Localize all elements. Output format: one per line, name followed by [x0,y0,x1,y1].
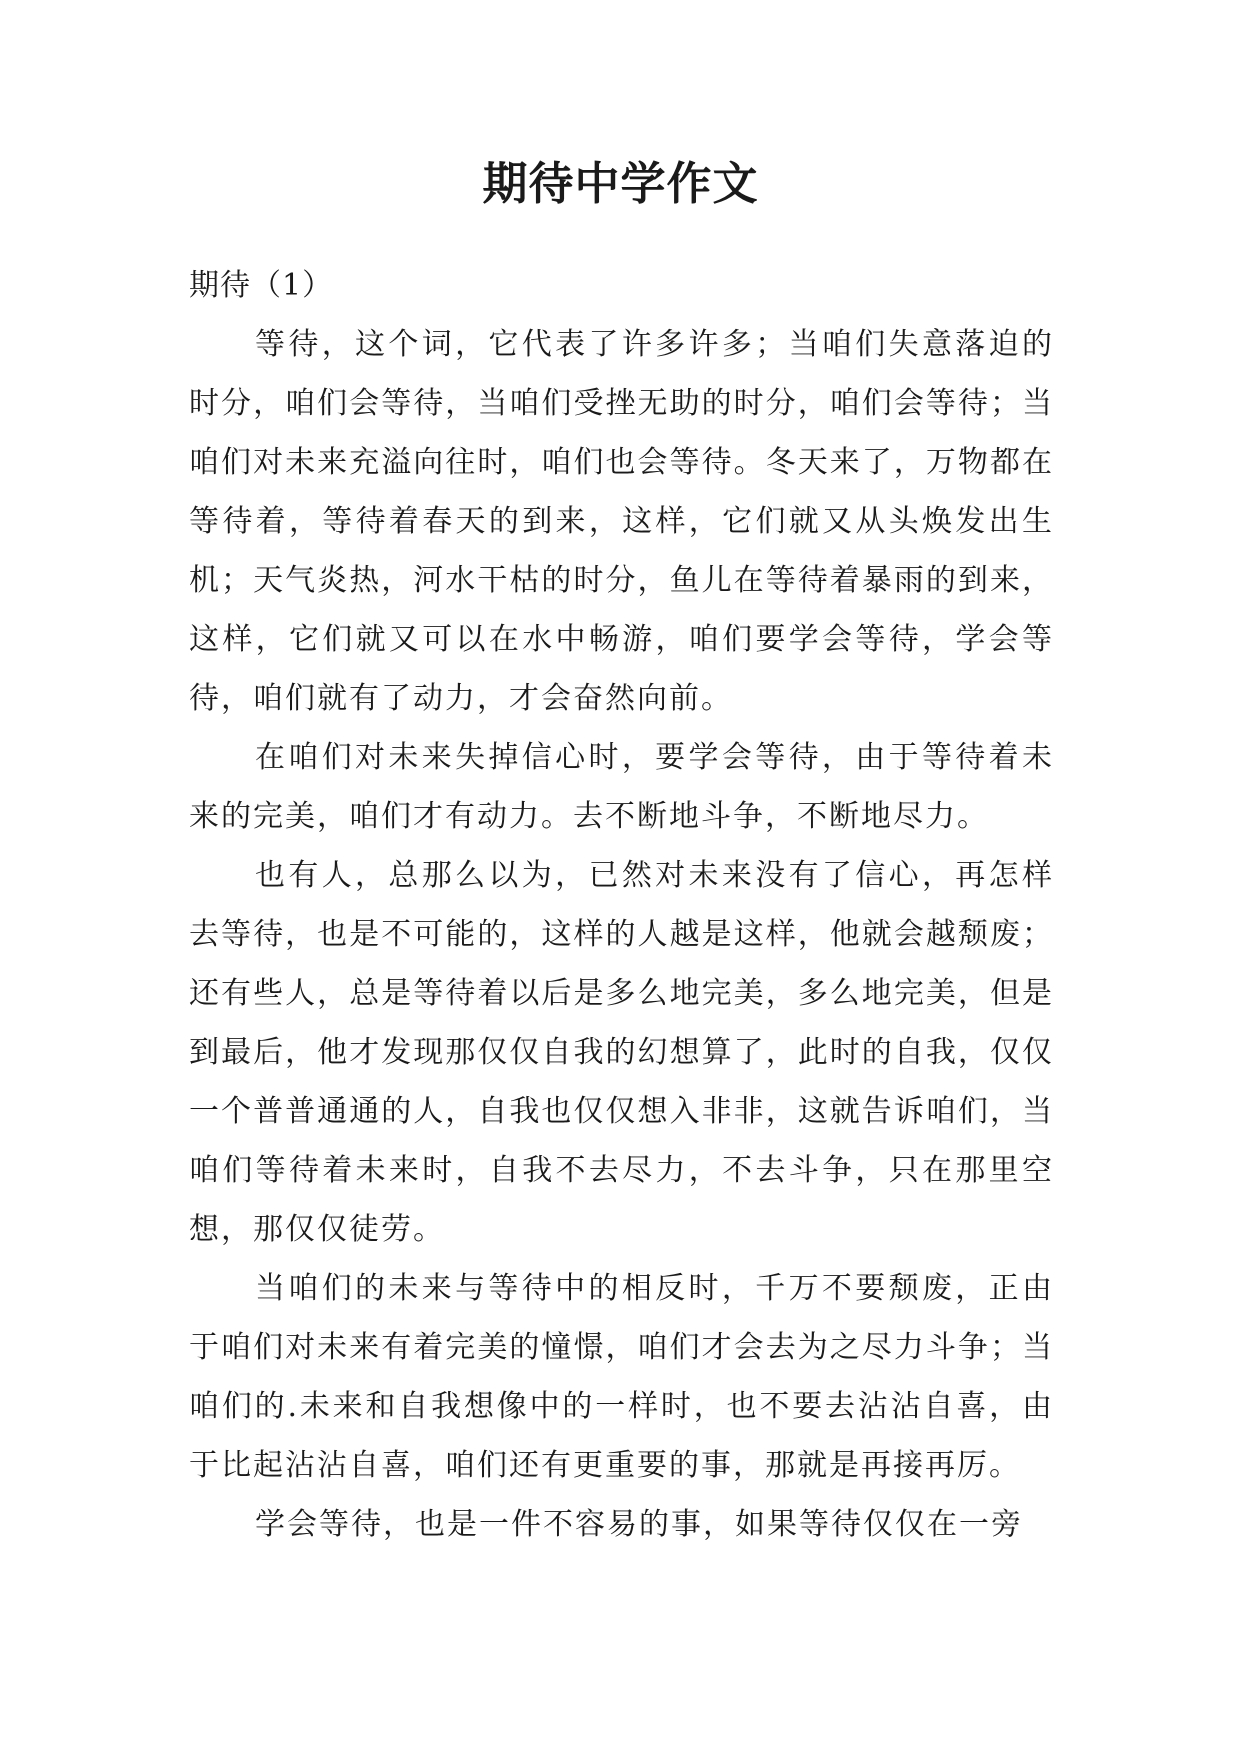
section-heading: 期待（1） [189,268,334,303]
paragraph-4: 当咱们的未来与等待中的相反时，千万不要颓废，正由于咱们对未来有着完美的憧憬，咱们才会去为之尽力斗争；当咱们的.未来和自我想像中的一样时，也不要去沾沾自喜，由于比起沾沾自喜，咱们还有更重要的事，那就是再接再厉。 [189,1271,1054,1483]
paragraph-2: 在咱们对未来失掉信心时，要学会等待，由于等待着未来的完美，咱们才有动力。去不断地斗争，不断地尽力。 [189,740,1054,834]
document-body [189,256,1054,1554]
paragraph-3: 也有人，总那么以为，已然对未来没有了信心，再怎样去等待，也是不可能的，这样的人越是这样，他就会越颓废；还有些人，总是等待着以后是多么地完美，多么地完美，但是到最后，他才发现那仅仅自我的幻想算了，此时的自我，仅仅一个普普通通的人，自我也仅仅想入非非，这就告诉咱们，当咱们等待着未来时，自我不去尽力，不去斗争，只在那里空想，那仅仅徒劳。 [189,858,1054,1247]
document-title: 期待中学作文 [482,157,759,210]
paragraph-1: 等待，这个词，它代表了许多许多；当咱们失意落迫的时分，咱们会等待，当咱们受挫无助的时分，咱们会等待；当咱们对未来充溢向往时，咱们也会等待。冬天来了，万物都在等待着，等待着春天的到来，这样，它们就又从头焕发出生机；天气炎热，河水干枯的时分，鱼儿在等待着暴雨的到来，这样，它们就又可以在水中畅游，咱们要学会等待，学会等待，咱们就有了动力，才会奋然向前。 [189,327,1054,716]
paragraph-5: 学会等待，也是一件不容易的事，如果等待仅仅在一旁 [255,1507,1023,1542]
